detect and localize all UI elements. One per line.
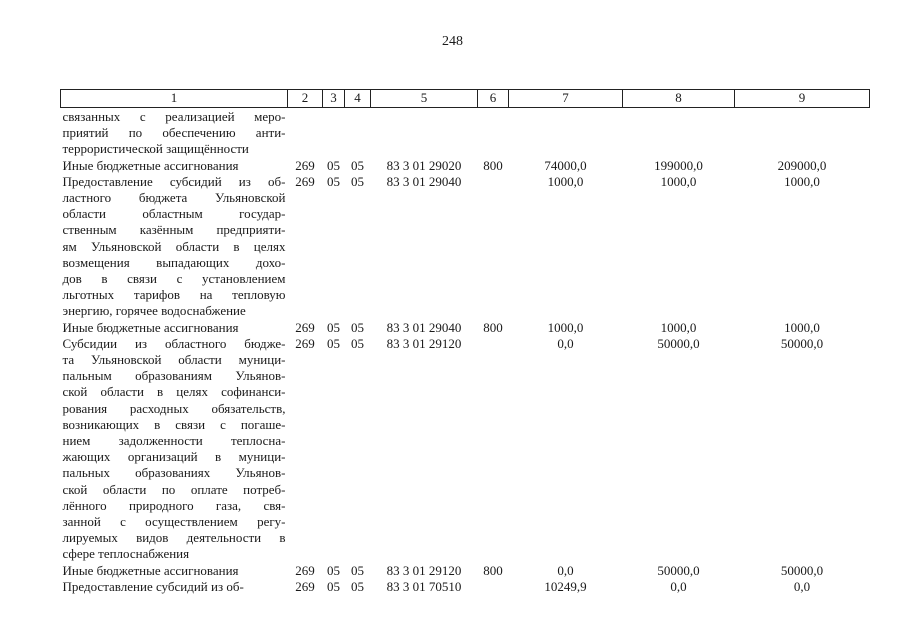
cell-expense-type	[478, 336, 509, 563]
cell-expense-type: 800	[483, 157, 503, 173]
cell-amount-year1: 0,0	[557, 562, 574, 578]
item-name-line: ям Ульяновской области в целях	[62, 238, 286, 254]
item-name-line: дов в связи с установлением	[62, 271, 286, 287]
cell-subsection: 05	[351, 335, 364, 351]
cell-expense-type	[478, 108, 509, 158]
cell-amount-year2: 1000,0	[660, 319, 697, 335]
item-name-line: льготных тарифов на тепловую	[62, 287, 286, 303]
table-body	[61, 108, 870, 596]
cell-amount-year3: 1000,0	[784, 319, 820, 335]
cell-amount-year3: 1000,0	[784, 173, 820, 189]
cell-subsection: 05	[351, 319, 364, 335]
cell-amount-year1: 74000,0	[544, 157, 587, 173]
item-name-line: энергию, горячее водоснабжение	[62, 303, 246, 319]
cell-section: 05	[327, 319, 340, 335]
cell-item-name	[61, 336, 288, 563]
cell-item-name	[61, 320, 288, 336]
cell-amount-year2: 199000,0	[654, 157, 703, 173]
cell-amount-year3: 50000,0	[780, 562, 824, 578]
table-header-row	[61, 90, 870, 108]
table-row	[61, 563, 870, 579]
item-name-line: возмещения выпадающих дохо-	[62, 254, 286, 270]
cell-target-article: 83 3 01 29040	[386, 319, 462, 335]
item-name-line: рования расходных обязательств,	[62, 400, 286, 416]
header-cell-1: 1	[61, 90, 288, 108]
cell-section	[323, 108, 345, 158]
item-name-line: возникающих в связи с погаше-	[62, 416, 286, 432]
cell-ministry	[288, 108, 323, 158]
item-name-line: пальных образованиях Ульянов-	[62, 465, 286, 481]
cell-expense-type: 800	[483, 319, 503, 335]
cell-target-article: 83 3 01 29120	[386, 335, 462, 351]
cell-target-article: 83 3 01 29120	[386, 562, 462, 578]
item-name-line: нием задолженности теплосна-	[62, 433, 286, 449]
cell-section: 05	[327, 578, 340, 594]
cell-amount-year1: 0,0	[557, 335, 574, 351]
table-row	[61, 320, 870, 336]
header-cell-3: 3	[323, 90, 345, 108]
table-row	[61, 579, 870, 595]
table-row	[61, 108, 870, 158]
cell-item-name	[61, 108, 288, 158]
item-name-line: ственным казённым предприяти-	[62, 222, 286, 238]
item-name-line: занной с осуществлением регу-	[62, 514, 286, 530]
cell-amount-year3: 0,0	[793, 578, 811, 594]
header-cell-8: 8	[623, 90, 735, 108]
cell-target-article	[371, 108, 478, 158]
cell-ministry: 269	[295, 173, 315, 189]
table-header	[61, 90, 870, 108]
header-cell-9: 9	[735, 90, 870, 108]
item-name-line: лённого природного газа, свя-	[62, 497, 286, 513]
item-name-line: приятий по обеспечению анти-	[62, 125, 286, 141]
cell-ministry: 269	[295, 335, 315, 351]
cell-section: 05	[327, 335, 340, 351]
item-name-line: лируемых видов деятельности в	[62, 530, 286, 546]
item-name-line: Предоставление субсидий из об-	[62, 173, 286, 189]
cell-item-name	[61, 579, 288, 595]
cell-amount-year1	[509, 108, 623, 158]
cell-amount-year2	[623, 108, 735, 158]
cell-item-name	[61, 174, 288, 320]
cell-amount-year1: 10249,9	[544, 578, 587, 594]
cell-amount-year1: 1000,0	[547, 319, 584, 335]
cell-amount-year3: 209000,0	[777, 157, 827, 173]
item-name-line: сфере теплоснабжения	[62, 546, 190, 562]
cell-subsection: 05	[351, 173, 364, 189]
cell-item-name	[61, 563, 288, 579]
cell-ministry: 269	[295, 319, 315, 335]
header-cell-2: 2	[288, 90, 323, 108]
cell-target-article: 83 3 01 29020	[386, 157, 462, 173]
item-name-line: связанных с реализацией меро-	[62, 109, 286, 124]
item-name-line: области областным государ-	[62, 206, 286, 222]
cell-section: 05	[327, 562, 340, 578]
item-name-line: Иные бюджетные ассигнования	[62, 157, 239, 173]
header-cell-7: 7	[509, 90, 623, 108]
header-cell-4: 4	[345, 90, 371, 108]
cell-item-name	[61, 158, 288, 174]
item-name-line: Иные бюджетные ассигнования	[62, 562, 239, 578]
cell-ministry: 269	[295, 562, 315, 578]
cell-amount-year2: 50000,0	[657, 335, 700, 351]
item-name-line: Иные бюджетные ассигнования	[62, 319, 239, 335]
cell-ministry: 269	[295, 578, 315, 594]
cell-section: 05	[327, 157, 340, 173]
cell-target-article: 83 3 01 70510	[386, 578, 462, 594]
cell-section: 05	[327, 173, 340, 189]
cell-amount-year3: 50000,0	[780, 335, 824, 351]
cell-subsection: 05	[351, 562, 364, 578]
budget-table	[60, 89, 870, 595]
cell-amount-year2: 1000,0	[660, 173, 697, 189]
item-name-line: Субсидии из областного бюдже-	[62, 335, 286, 351]
item-name-line: ластного бюджета Ульяновской	[62, 190, 286, 206]
cell-amount-year2: 0,0	[670, 578, 687, 594]
item-name-line: террористической защищённости	[62, 141, 249, 157]
cell-expense-type	[478, 579, 509, 595]
cell-amount-year1: 1000,0	[547, 173, 584, 189]
cell-expense-type	[478, 174, 509, 320]
cell-ministry: 269	[295, 157, 315, 173]
item-name-line: та Ульяновской области муници-	[62, 352, 286, 368]
item-name-line: Предоставление субсидий из об-	[62, 578, 244, 594]
table-row	[61, 158, 870, 174]
cell-target-article: 83 3 01 29040	[386, 173, 462, 189]
cell-expense-type: 800	[483, 562, 503, 578]
item-name-line: жающих организаций в муници-	[62, 449, 286, 465]
cell-subsection	[345, 108, 371, 158]
cell-subsection: 05	[351, 578, 364, 594]
cell-amount-year2: 50000,0	[657, 562, 700, 578]
table-row	[61, 174, 870, 320]
cell-subsection: 05	[351, 157, 364, 173]
cell-amount-year3	[735, 108, 870, 158]
header-cell-5: 5	[371, 90, 478, 108]
header-cell-6: 6	[478, 90, 509, 108]
item-name-line: пальным образованиям Ульянов-	[62, 368, 286, 384]
table-row	[61, 336, 870, 563]
page-number: 248	[442, 34, 463, 49]
item-name-line: ской области в целях софинанси-	[62, 384, 286, 400]
item-name-line: ской области по оплате потреб-	[62, 481, 286, 497]
